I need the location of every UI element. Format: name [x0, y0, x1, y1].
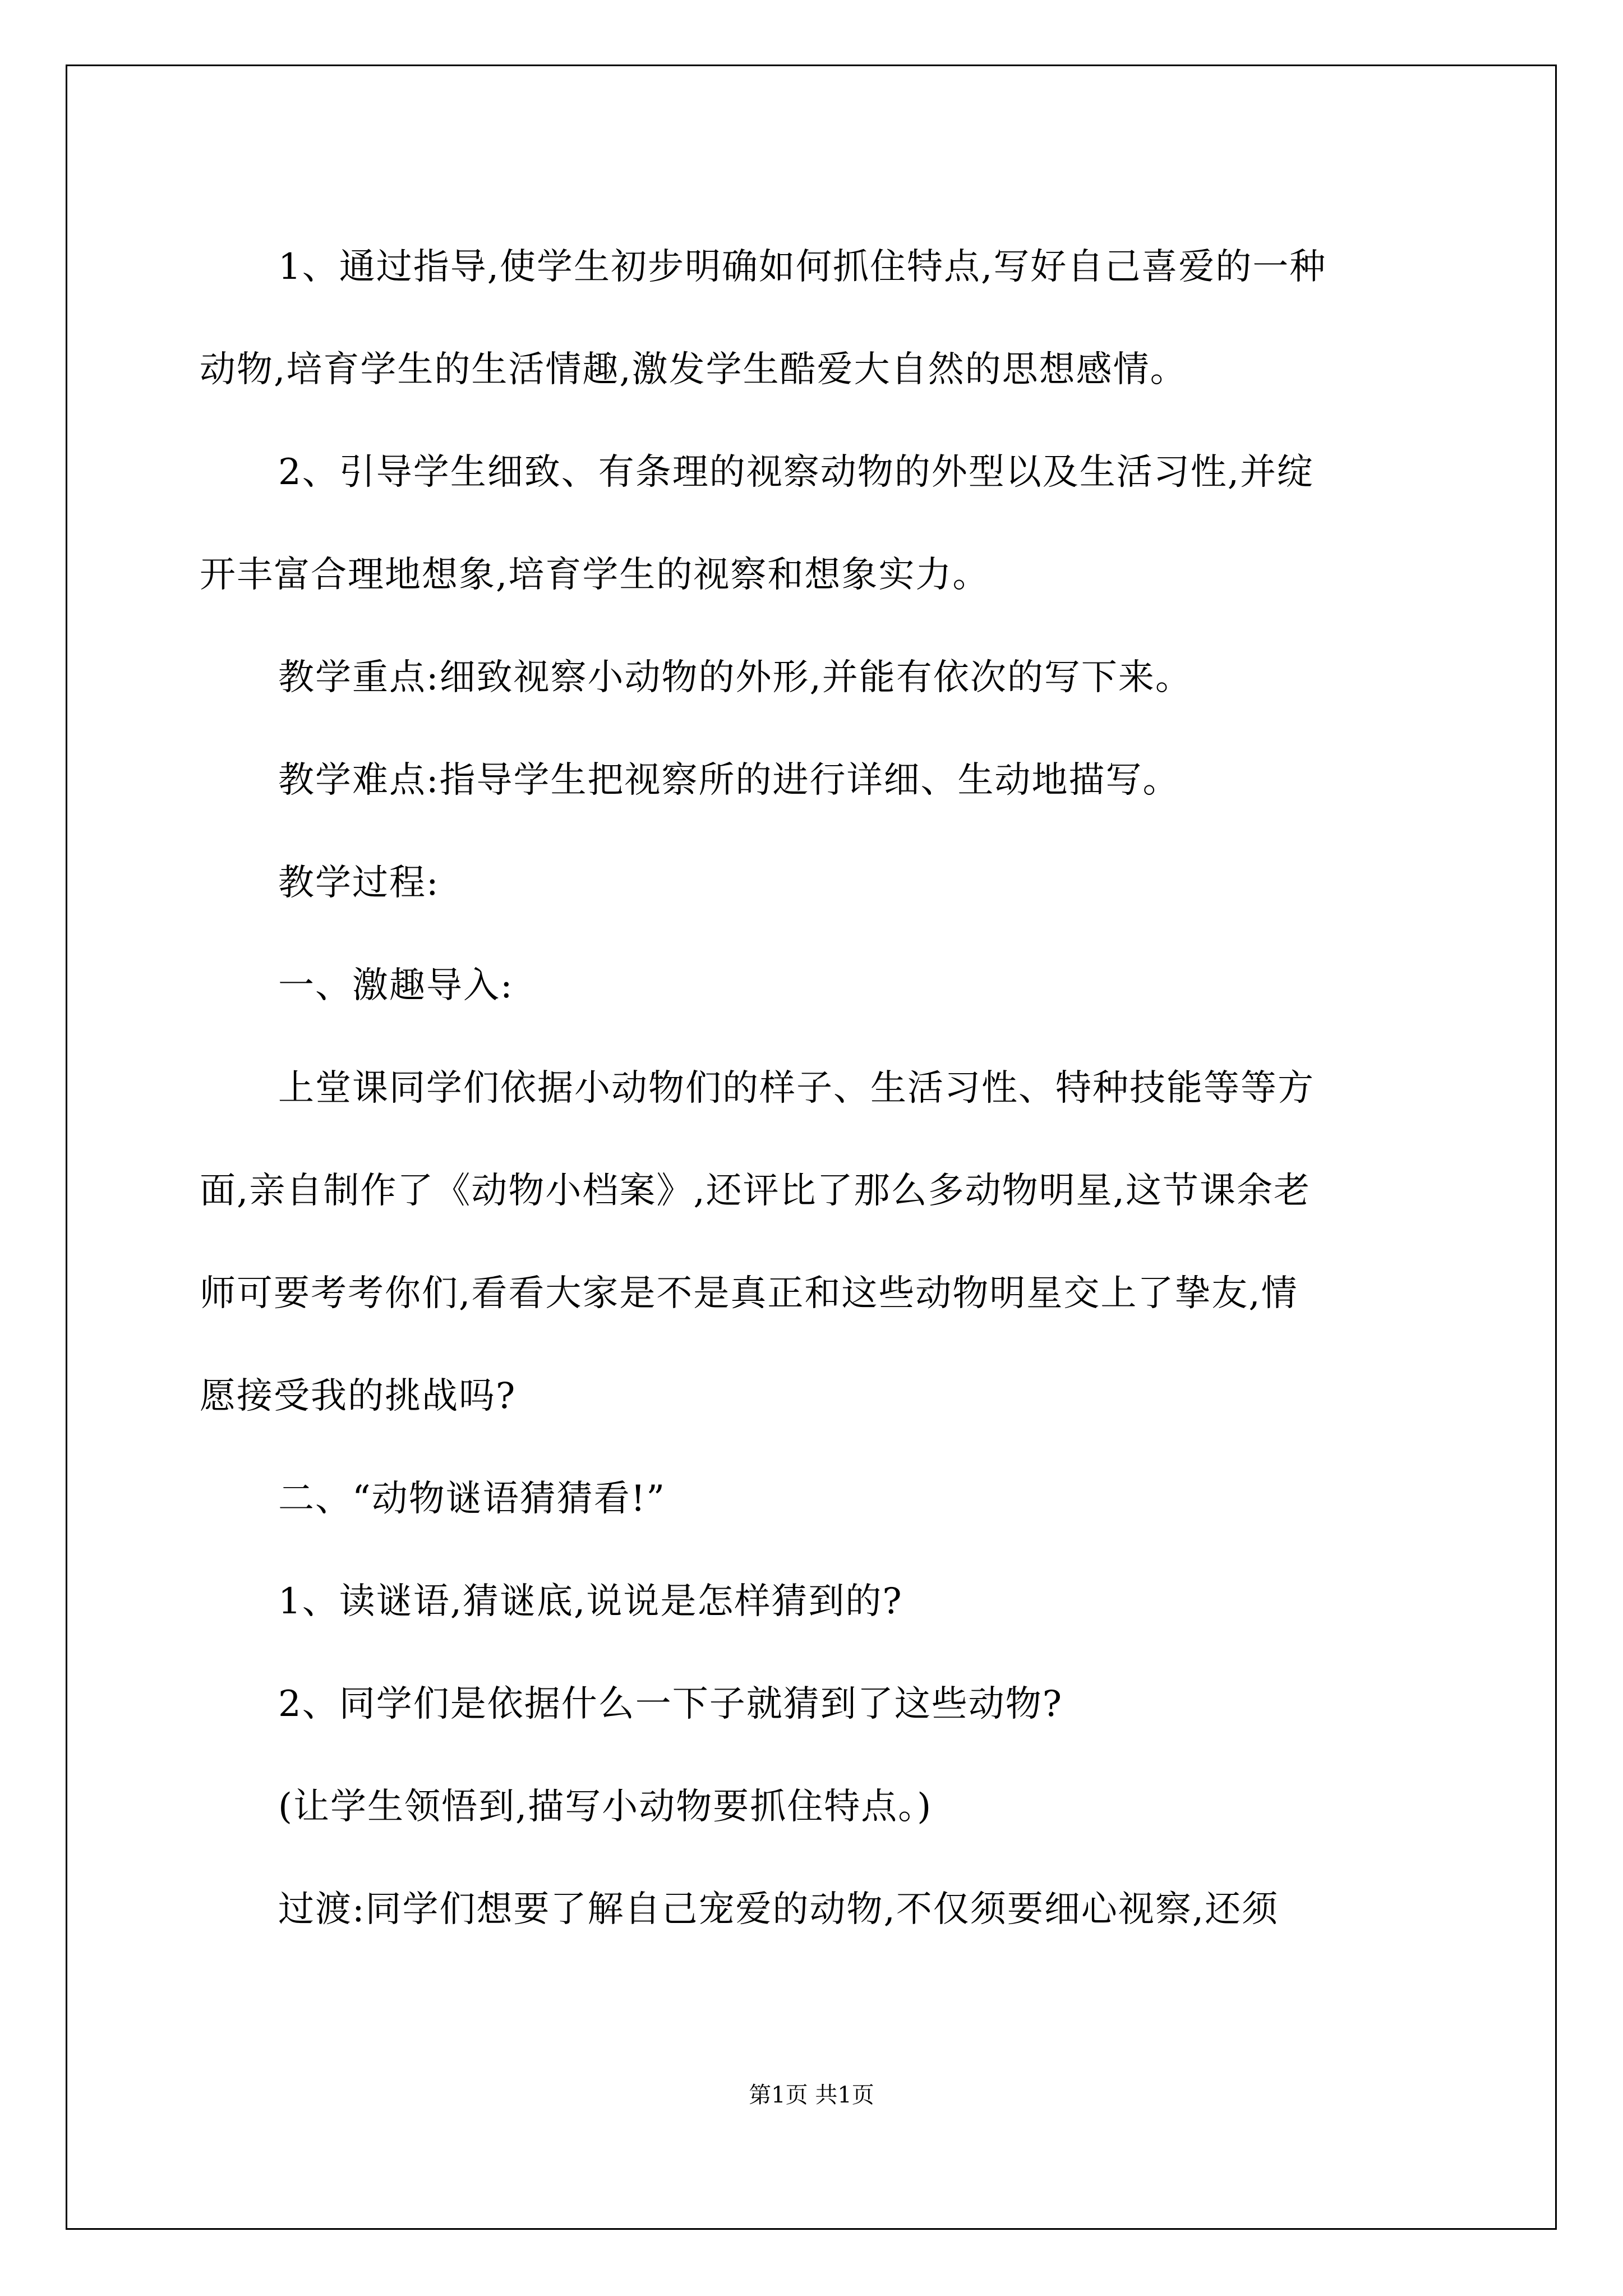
text-line-8: 一、激趣导入:: [278, 965, 514, 1006]
text-line-1: 1、通过指导,使学生初步明确如何抓住特点,写好自己喜爱的一种: [278, 246, 1327, 288]
text-line-14: 1、读谜语,猜谜底,说说是怎样猜到的?: [278, 1581, 903, 1622]
text-line-13: 二、“动物谜语猜猜看!”: [278, 1478, 666, 1520]
text-line-11: 师可要考考你们,看看大家是不是真正和这些动物明星交上了挚友,情: [200, 1273, 1298, 1314]
page-footer: 第1页 共1页: [749, 2082, 874, 2108]
document-body: [200, 216, 1428, 1961]
text-line-17: 过渡:同学们想要了解自己宠爱的动物,不仅须要细心视察,还须: [278, 1889, 1279, 1930]
text-line-10: 面,亲自制作了《动物小档案》,还评比了那么多动物明星,这节课余老: [200, 1170, 1311, 1212]
text-line-16: (让学生领悟到,描写小动物要抓住特点。): [278, 1786, 933, 1828]
text-line-12: 愿接受我的挑战吗?: [200, 1375, 517, 1417]
text-line-7: 教学过程:: [278, 862, 440, 904]
text-line-4: 开丰富合理地想象,培育学生的视察和想象实力。: [200, 554, 990, 596]
text-line-6: 教学难点:指导学生把视察所的进行详细、生动地描写。: [278, 760, 1180, 801]
text-line-3: 2、引导学生细致、有条理的视察动物的外型以及生活习性,并绽: [278, 452, 1315, 493]
text-line-15: 2、同学们是依据什么一下子就猜到了这些动物?: [278, 1683, 1063, 1725]
text-line-5: 教学重点:细致视察小动物的外形,并能有依次的写下来。: [278, 657, 1192, 698]
text-line-9: 上堂课同学们依据小动物们的样子、生活习性、特种技能等等方: [278, 1068, 1315, 1109]
text-line-2: 动物,培育学生的生活情趣,激发学生酷爱大自然的思想感情。: [200, 349, 1187, 390]
